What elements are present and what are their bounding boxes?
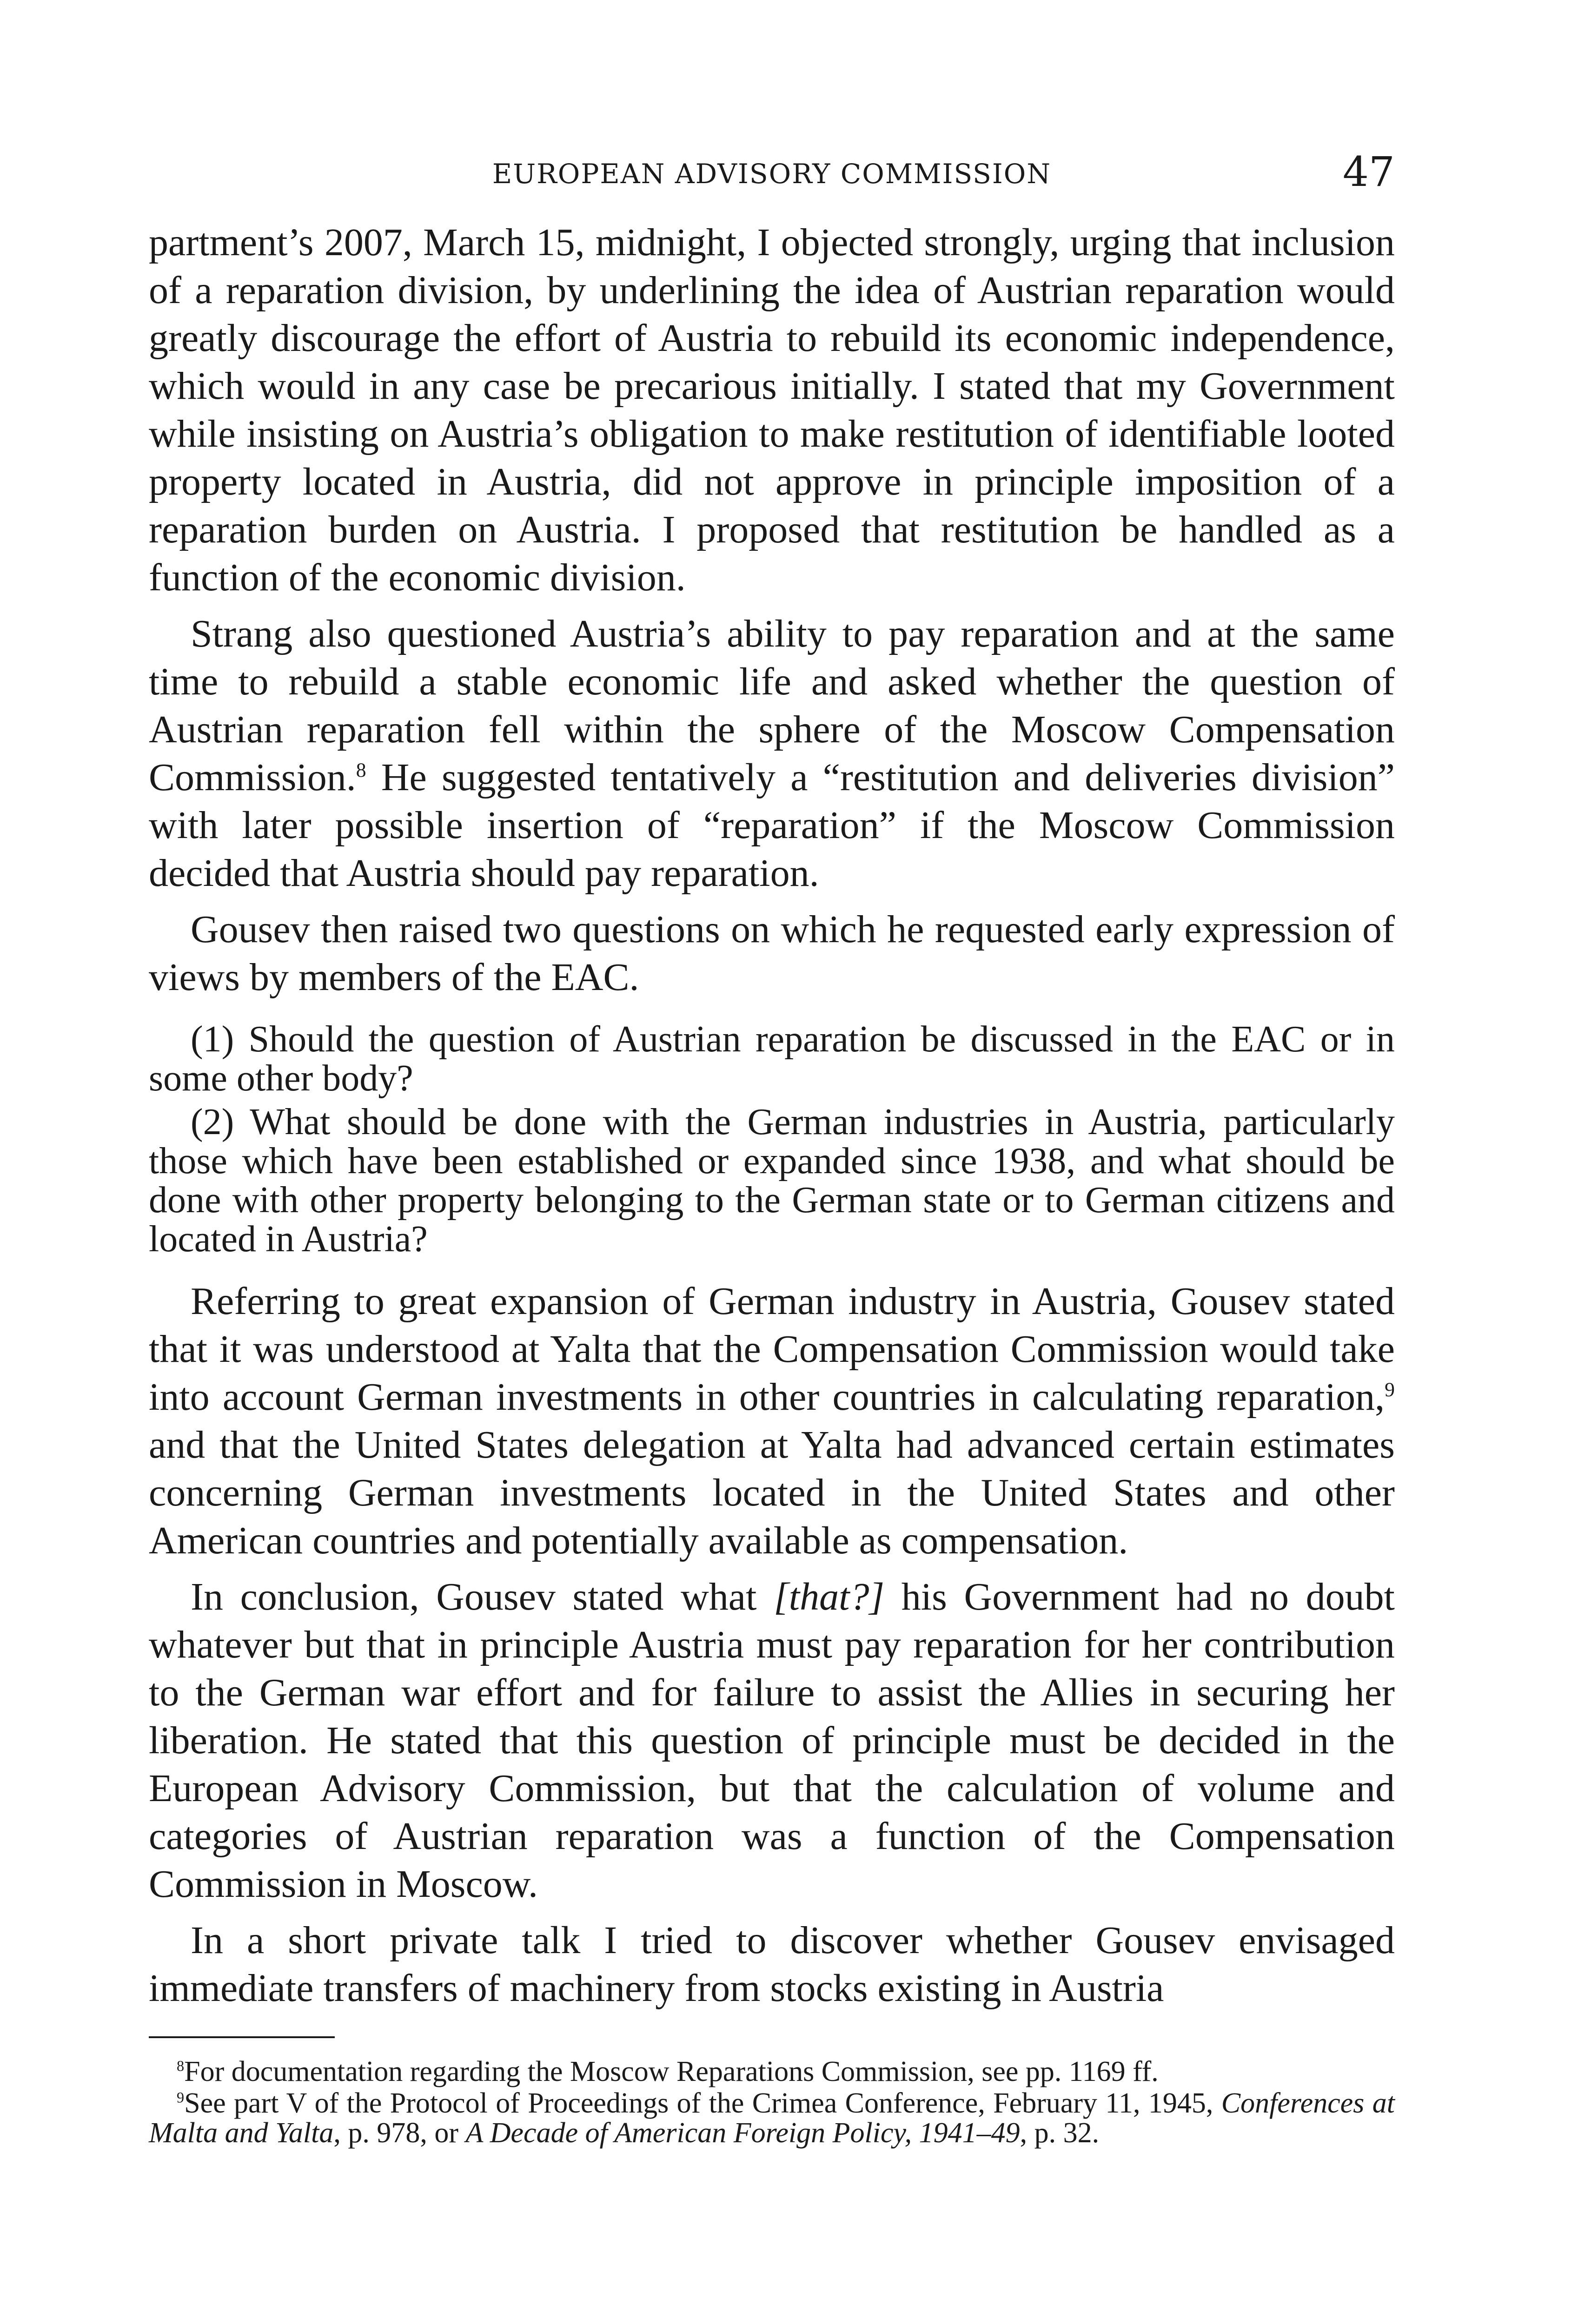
footnotes	[149, 2057, 1395, 2148]
paragraph-strang	[149, 610, 1395, 897]
footnote-9-text-c: , p. 32.	[1020, 2117, 1100, 2149]
footnote-9-title-1: Conferences at Malta and Yalta	[149, 2087, 1395, 2149]
paragraph-conclusion	[149, 1573, 1395, 1908]
document-page	[149, 139, 1395, 2150]
question-2: (2) What should be done with the German industries in Austria, particularly those which have been established or expanded since 1938, and what should be done with other property belonging to the German state or to German citizens and located in Austria?	[149, 1102, 1395, 1260]
body-text-continued	[149, 1277, 1395, 2012]
footnote-8	[149, 2057, 1395, 2086]
paragraph-strang-part1: Strang also questioned Austria’s ability to pay reparation and at the same time to rebuild a stable economic life and asked whether the question of Austrian reparation fell within the sphere of the Moscow Compensation Commission.	[149, 612, 1395, 799]
footnote-8-marker: 8	[177, 2057, 185, 2074]
footnote-9-text-a: See part V of the Protocol of Proceedings of the Crimea Conference, February 11, 1945,	[184, 2087, 1221, 2119]
footnote-8-text: For documentation regarding the Moscow Reparations Commission, see pp. 1169 ff.	[184, 2056, 1159, 2087]
page-number: 47	[1343, 148, 1395, 196]
paragraph-conclusion-part2: his Government had no doubt whatever but that in principle Austria must pay reparation for her contribution to the German war effort and for failure to assist the Allies in securing her liberation. He stated that this question of principle must be decided in the European Advisory Commission, but that the calculation of volume and categories of Austrian reparation was a function of the Compensation Commission in Moscow.	[149, 1575, 1395, 1906]
footnote-9	[149, 2088, 1395, 2148]
footnote-9-text-b: , p. 978, or	[333, 2117, 466, 2149]
body-text	[149, 218, 1395, 1001]
paragraph-conclusion-part1: In conclusion, Gousev stated what	[191, 1575, 774, 1618]
paragraph-german-industry-part2: and that the United States delegation at Yalta had advanced certain estimates concerning German investments located in the United States and other American countries and potentially available as compensation.	[149, 1423, 1395, 1562]
footnote-divider	[149, 2036, 335, 2038]
page-header	[149, 139, 1395, 200]
question-list	[149, 1020, 1395, 1259]
paragraph-strang-part2: He suggested tentatively a “restitution and deliveries division” with later possible insertion of “reparation” if the Moscow Commission decided that Austria should pay reparation.	[149, 756, 1395, 895]
paragraph-continuation: partment’s 2007, March 15, midnight, I objected strongly, urging that inclusion of a reparation division, by underlining the idea of Austrian reparation would greatly discourage the effort of Austria to rebuild its economic independence, which would in any case be precarious initially. I stated that my Government while insisting on Austria’s obligation to make restitution of identifiable looted property located in Austria, did not approve in principle imposition of a reparation burden on Austria. I proposed that restitution be handled as a function of the economic division.	[149, 221, 1395, 599]
running-head: EUROPEAN ADVISORY COMMISSION	[492, 158, 1052, 190]
footnote-9-title-2: A Decade of American Foreign Policy, 1941–49	[465, 2117, 1020, 2149]
footnote-ref-8: 8	[356, 759, 366, 781]
paragraph-private-talk: In a short private talk I tried to discover whether Gousev envisaged immediate transfers of machinery from stocks existing in Austria	[149, 1919, 1395, 2010]
question-1: (1) Should the question of Austrian reparation be discussed in the EAC or in some other body?	[149, 1019, 1395, 1099]
footnote-ref-9: 9	[1385, 1379, 1395, 1401]
editorial-insertion: [that?]	[774, 1575, 885, 1618]
paragraph-german-industry	[149, 1277, 1395, 1565]
paragraph-german-industry-part1: Referring to great expansion of German industry in Austria, Gousev stated that it was understood at Yalta that the Compensation Commission would take into account German investments in other countries in calculating reparation,	[149, 1280, 1395, 1419]
paragraph-gousev-questions: Gousev then raised two questions on which he requested early expression of views by members of the EAC.	[149, 908, 1395, 999]
footnote-9-marker: 9	[177, 2089, 185, 2106]
